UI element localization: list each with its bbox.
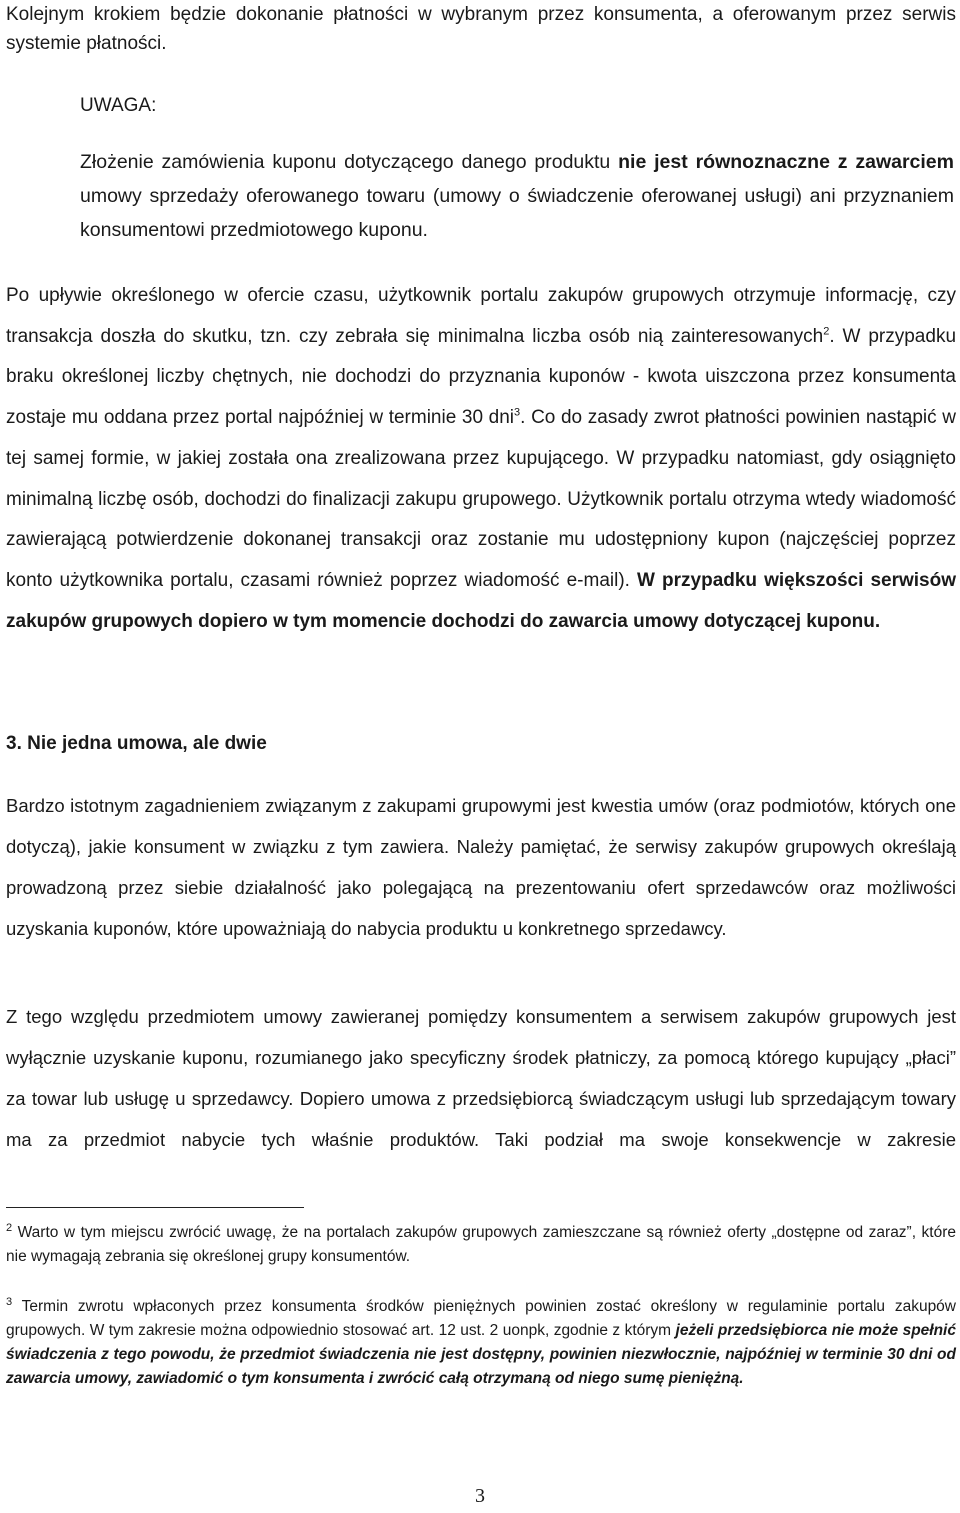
paragraph-intro-text: Kolejnym krokiem będzie dokonanie płatności w wybranym przez konsumenta, a oferowanym przez serwis systemie płatności. [6, 4, 956, 54]
footnote-3-number: 3 [6, 1295, 13, 1308]
p3-text-a: Po upływie określonego w ofercie czasu, użytkownik portalu zakupów grupowych otrzymuje informację, czy transakcja doszła do skutku, tzn. czy zebrała się minimalna liczba osób nią zainteresowanych [6, 285, 956, 347]
p4-text: Bardzo istotnym zagadnieniem związanym z zakupami grupowymi jest kwestia umów (oraz podmiotów, których one dotyczą), jakie konsument w związku z tym zawiera. Należy pamiętać, że serwisy zakupów grupowych określają prowadzoną przez siebie działalność jako polegającą na prezentowaniu ofert sprzedawców oraz możliwości uzyskania kuponów, które upoważniają do nabycia produktu u konkretnego sprzedawcy. [6, 795, 956, 939]
footnote-divider [6, 1207, 304, 1208]
paragraph-transaction [6, 276, 956, 642]
p3-text-bold: W przypadku większości serwisów zakupów grupowych dopiero w tym momencie dochodzi do zawarcia umowy dotyczącej kuponu. [6, 569, 956, 632]
page-number: 3 [475, 1485, 485, 1507]
section-heading: 3. Nie jedna umowa, ale dwie [6, 733, 267, 754]
uwaga-text-a: Złożenie zamówienia kuponu dotyczącego danego produktu [80, 151, 619, 173]
paragraph-uwaga [80, 145, 954, 247]
footnote-3 [6, 1295, 956, 1391]
footnote-2-number: 2 [6, 1221, 13, 1234]
footnote-ref-3: 3 [514, 406, 521, 419]
paragraph-subject [6, 996, 956, 1160]
uwaga-text-b: umowy sprzedaży oferowanego towaru (umowy o świadczenie oferowanej usługi) ani przyznaniem konsumentowi przedmiotowego kuponu. [80, 185, 954, 241]
p3-text-c: . Co do zasady zwrot płatności powinien nastąpić w tej samej formie, w jakiej została ona zrealizowana przez kupującego. W przypadku natomiast, gdy osiągnięto minimalną liczbę osób, dochodzi do finalizacji zakupu grupowego. Użytkownik portalu otrzyma wtedy wiadomość zawierającą potwierdzenie dokonanej transakcji oraz zostanie mu udostępniony kupon (najczęściej poprzez konto użytkownika portalu, czasami również poprzez wiadomość e-mail). [6, 407, 956, 591]
p5-text: Z tego względu przedmiotem umowy zawieranej pomiędzy konsumentem a serwisem zakupów grupowych jest wyłącznie uzyskanie kuponu, rozumianego jako specyficzny środek płatniczy, za pomocą którego kupujący „płaci” za towar lub usługę u sprzedawcy. Dopiero umowa z przedsiębiorcą świadczącym usługi lub sprzedającym towary ma za przedmiot nabycie tych właśnie produktów. Taki podział ma swoje konsekwencje w zakresie [6, 1006, 956, 1150]
paragraph-intro [6, 0, 956, 60]
uwaga-label: UWAGA: [80, 95, 157, 116]
footnote-3-text: Termin zwrotu wpłaconych przez konsumenta środków pieniężnych powinien zostać określony w regulaminie portalu zakupów grupowych. W tym zakresie można odpowiednio stosować art. 12 ust. 2 uonpk, zgodnie z którym [6, 1298, 956, 1339]
footnote-2-text: Warto w tym miejscu zwrócić uwagę, że na portalach zakupów grupowych zamieszczane są również oferty „dostępne od zaraz”, które nie wymagają zebrania się określonej grupy konsumentów. [6, 1224, 956, 1265]
paragraph-contracts [6, 785, 956, 949]
footnote-2 [6, 1221, 956, 1269]
p3-text-b: . W przypadku braku określonej liczby chętnych, nie dochodzi do przyznania kuponów - kwota uiszczona przez konsumenta zostaje mu oddana przez portal najpóźniej w terminie 30 dni [6, 325, 957, 429]
uwaga-text-bold: nie jest równoznaczne z zawarciem [618, 151, 954, 173]
footnote-3-quote: jeżeli przedsiębiorca nie może spełnić świadczenia z tego powodu, że przedmiot świadczenia nie jest dostępny, powinien niezwłocznie, najpóźniej w terminie 30 dni od zawarcia umowy, zawiadomić o tym konsumenta i zwrócić całą otrzymaną od niego sumę pieniężną. [6, 1322, 956, 1387]
footnote-ref-2: 2 [823, 325, 830, 338]
